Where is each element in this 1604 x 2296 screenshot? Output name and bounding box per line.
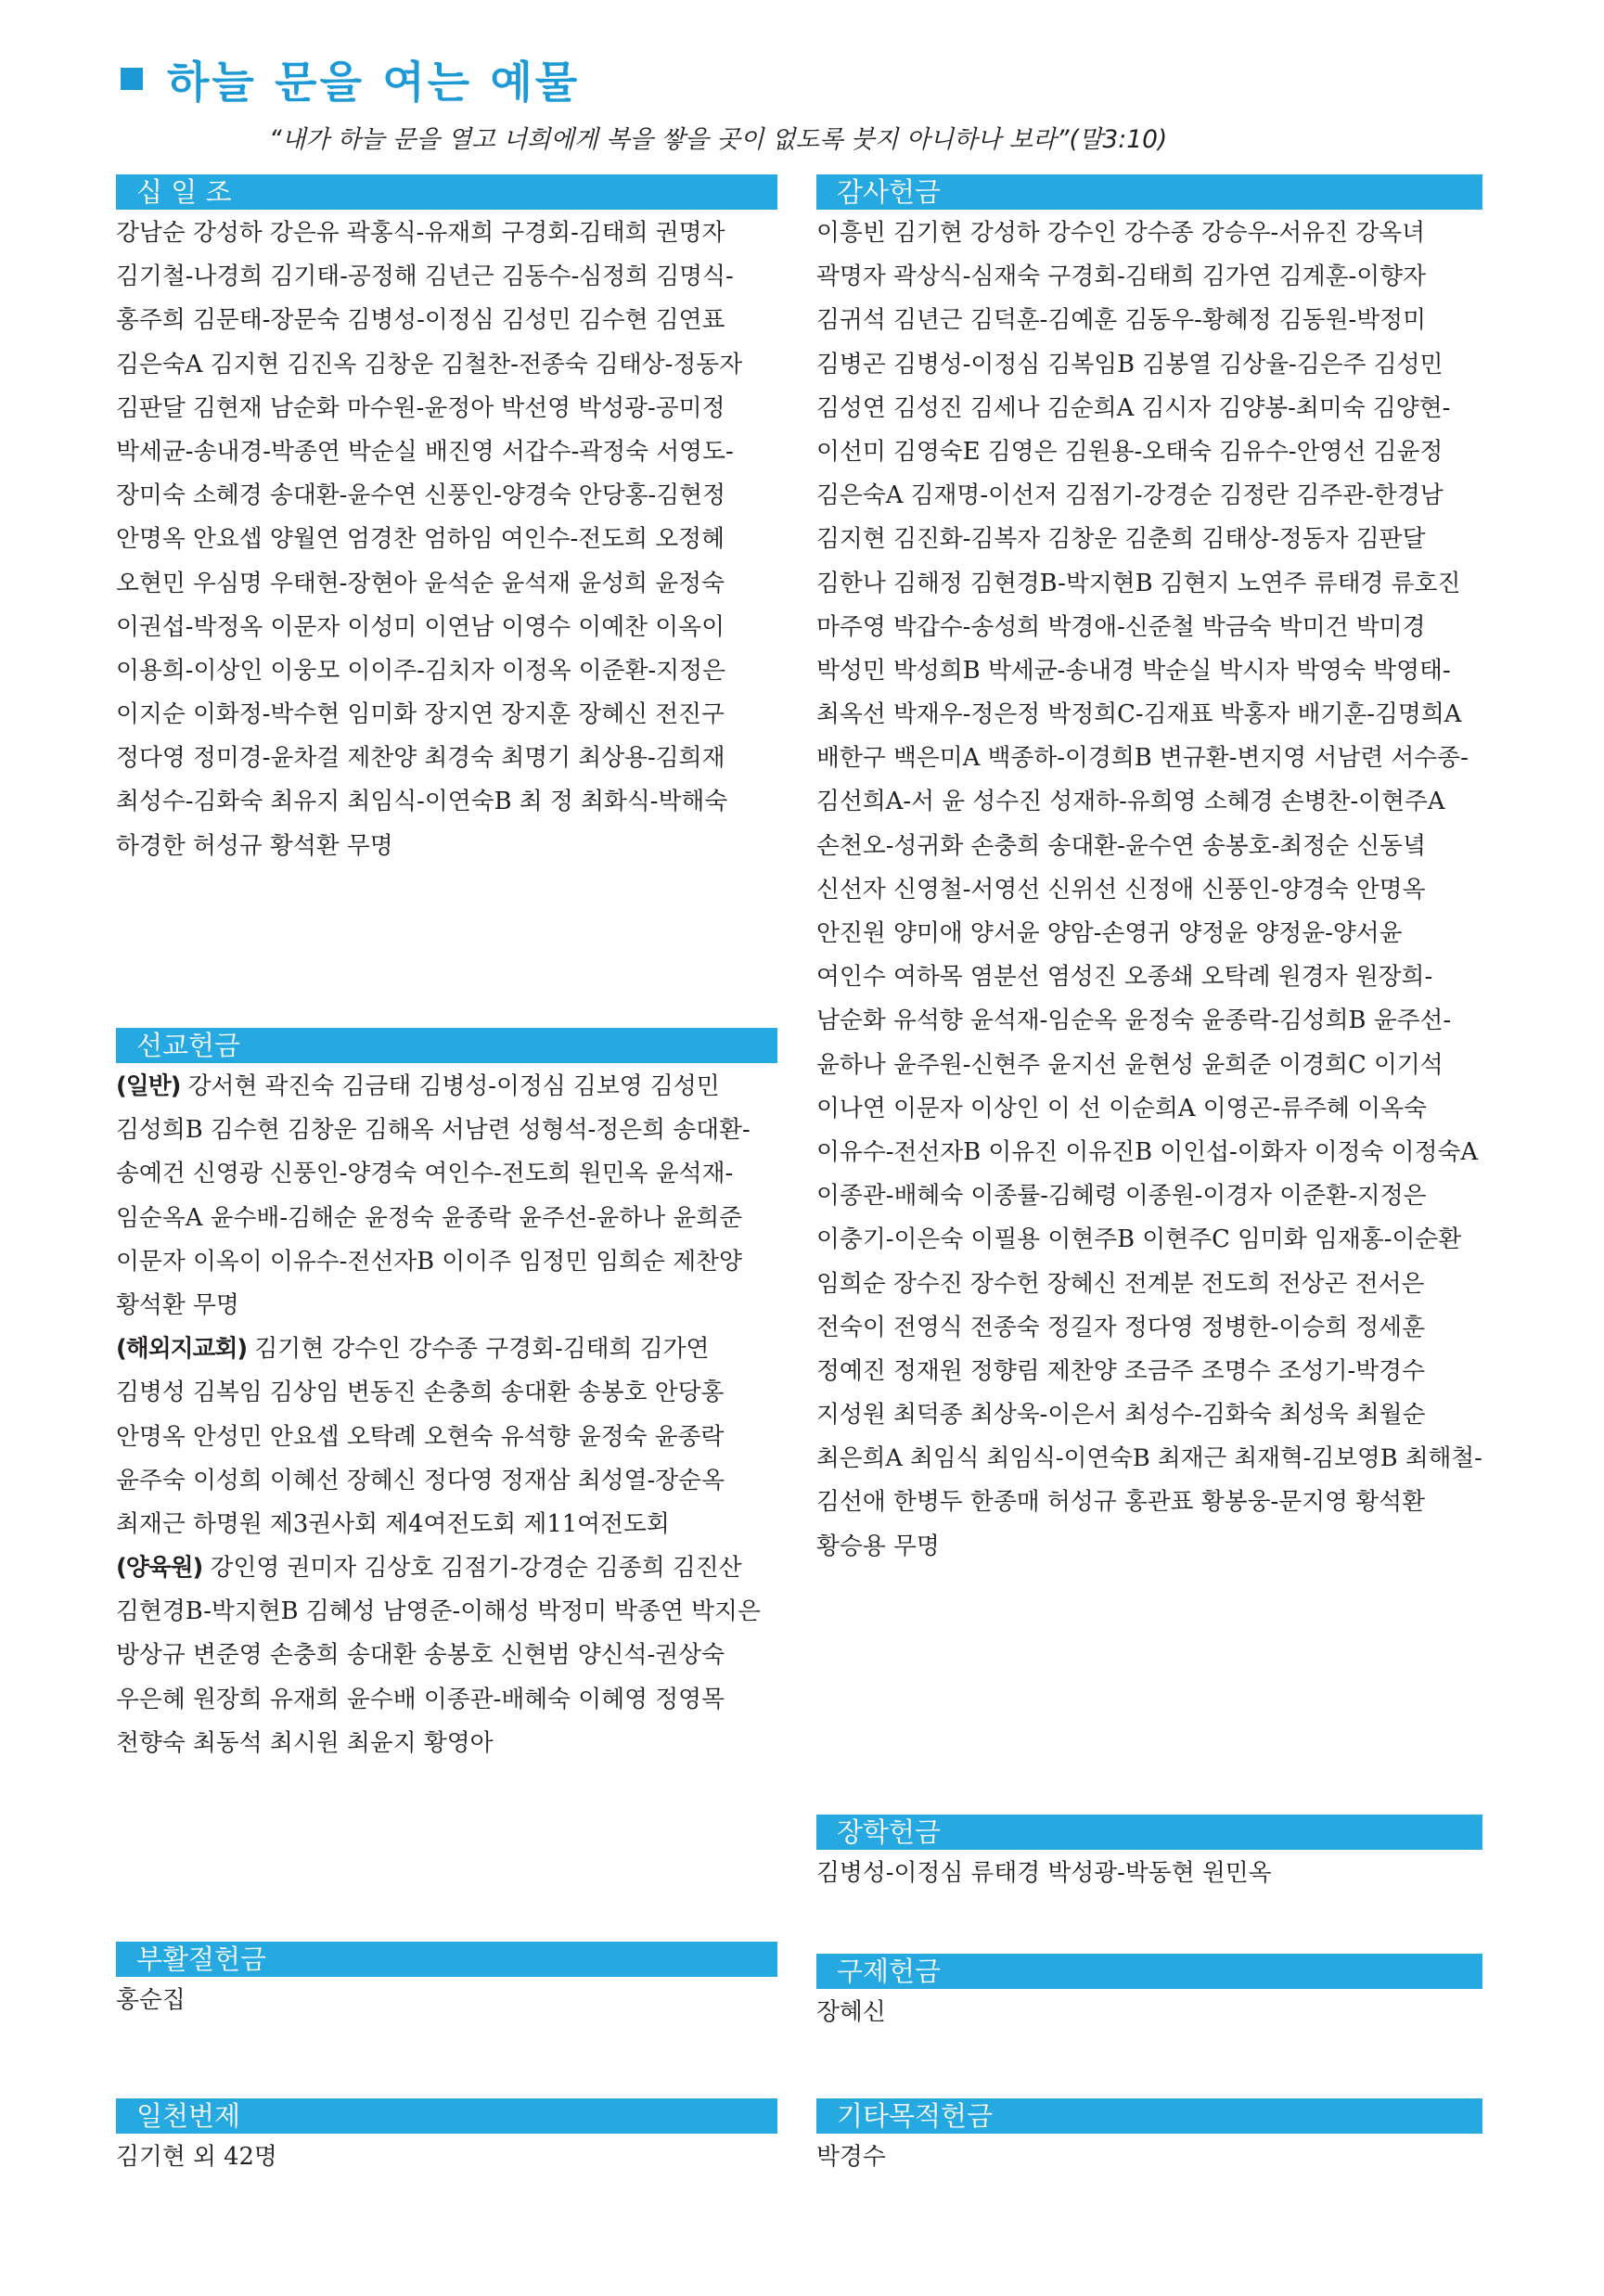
name-list-line: 김은숙A 김재명-이선저 김점기-강경순 김정란 김주관-한경남 (816, 481, 1444, 510)
name-list-line: 김현경B-박지현B 김혜성 남영준-이해성 박정미 박종연 박지은 (116, 1597, 761, 1626)
name-list-line: 김성연 김성진 김세나 김순희A 김시자 김양봉-최미숙 김양현- (816, 393, 1451, 422)
mission-tag: (일반) (116, 1072, 181, 1100)
section-header-mission (116, 1028, 777, 1063)
section-title: 일천번제 (136, 2100, 241, 2132)
section-title: 구제헌금 (837, 1956, 942, 1987)
name-list-line: 배한구 백은미A 백종하-이경희B 변규환-변지영 서남련 서수종- (816, 744, 1469, 773)
name-list-line: 장혜신 (816, 1998, 886, 2026)
section-easter (116, 1942, 777, 2022)
name-list-line: 김귀석 김년근 김덕훈-김예훈 김동우-황혜정 김동원-박정미 (816, 306, 1427, 335)
name-list-line: 박세균-송내경-박종연 박순실 배진영 서갑수-곽정숙 서영도- (116, 437, 734, 466)
name-list (816, 2134, 1482, 2179)
name-list-line: 황석환 무명 (116, 1290, 239, 1319)
name-list-line: 황승용 무명 (816, 1532, 940, 1560)
name-list-line: 안진원 양미애 양서윤 양암-손영귀 양정윤 양정윤-양서윤 (816, 919, 1403, 947)
name-list-line: 김한나 김해정 김현경B-박지현B 김현지 노연주 류태경 류호진 (816, 569, 1461, 597)
name-list-line: 박경수 (816, 2143, 886, 2171)
name-list (816, 1989, 1482, 2034)
name-list (816, 210, 1482, 1569)
name-list (116, 1371, 777, 1546)
name-list-line: 전숙이 전영식 전종숙 정길자 정다영 정병한-이승희 정세훈 (816, 1313, 1425, 1341)
name-list-line: 최옥선 박재우-정은정 박정희C-김재표 박홍자 배기훈-김명희A (816, 700, 1462, 729)
name-list-line: 이선미 김영숙E 김영은 김원용-오태숙 김유수-안영선 김윤정 (816, 437, 1444, 466)
title-square-icon (121, 68, 143, 90)
name-list-line: 김선희A-서 윤 성수진 성재하-유희영 소혜경 손병찬-이현주A (816, 788, 1445, 816)
section-tithe (116, 174, 777, 868)
name-list (116, 1590, 777, 1765)
mission-line-first (116, 1065, 777, 1109)
section-header-thanks (816, 174, 1482, 210)
name-list (116, 1977, 777, 2022)
name-list-line: 김병성-이정심 류태경 박성광-박동현 원민옥 (816, 1859, 1272, 1887)
name-list-line: 신선자 신영철-서영선 신위선 신정애 신풍인-양경숙 안명옥 (816, 875, 1426, 904)
name-list (816, 1850, 1482, 1895)
name-list-line: 김병곤 김병성-이정심 김복임B 김봉열 김상율-김은주 김성민 (816, 350, 1444, 378)
name-list-line: 윤주숙 이성희 이혜선 장혜신 정다영 정재삼 최성열-장순옥 (116, 1466, 725, 1494)
section-other-purpose (816, 2098, 1482, 2179)
name-list-line: 천향숙 최동석 최시원 최윤지 황영아 (116, 1728, 494, 1757)
mission-names: 강서현 곽진숙 김금태 김병성-이정심 김보영 김성민 (180, 1072, 720, 1100)
name-list-line: 정다영 정미경-윤차걸 제찬양 최경숙 최명기 최상용-김희재 (116, 744, 725, 773)
name-list-line: 손천오-성귀화 손충희 송대환-윤수연 송봉호-최정순 신동녘 (816, 831, 1427, 860)
name-list-line: 최성수-김화숙 최유지 최임식-이연숙B 최 정 최화식-박해숙 (116, 788, 728, 816)
name-list-line: 남순화 유석향 윤석재-임순옥 윤정숙 윤종락-김성희B 윤주선- (816, 1007, 1452, 1035)
mission-block-orphanage (116, 1546, 777, 1765)
name-list-line: 장미숙 소혜경 송대환-윤수연 신풍인-양경숙 안당홍-김현정 (116, 481, 726, 510)
name-list-line: 정예진 정재원 정향림 제찬양 조금주 조명수 조성기-박경수 (816, 1356, 1425, 1385)
mission-names: 강인영 권미자 김상호 김점기-강경순 김종희 김진산 (202, 1554, 742, 1583)
name-list-line: 우은혜 원장희 유재희 윤수배 이종관-배혜숙 이혜영 정영목 (116, 1685, 725, 1713)
section-title: 장학헌금 (837, 1816, 942, 1848)
name-list-line: 최재근 하명원 제3권사회 제4여전도회 제11여전도회 (116, 1509, 670, 1538)
name-list-line: 홍주희 김문태-장문숙 김병성-이정심 김성민 김수현 김연표 (116, 306, 725, 335)
section-header-other (816, 2098, 1482, 2134)
section-title: 부활절헌금 (136, 1943, 267, 1975)
name-list-line: 최은희A 최임식 최임식-이연숙B 최재근 최재혁-김보영B 최해철- (816, 1444, 1482, 1473)
name-list-line: 이문자 이옥이 이유수-전선자B 이이주 임정민 임희순 제찬양 (116, 1247, 742, 1276)
mission-line-first (116, 1546, 777, 1590)
section-header-relief (816, 1954, 1482, 1989)
name-list-line: 이종관-배혜숙 이종률-김혜령 이종원-이경자 이준환-지정은 (816, 1182, 1427, 1211)
section-relief (816, 1954, 1482, 2034)
section-title: 기타목적헌금 (837, 2100, 994, 2132)
section-header-scholarship (816, 1815, 1482, 1850)
name-list-line: 김병성 김복임 김상임 변동진 손충희 송대환 송봉호 안당홍 (116, 1379, 725, 1407)
mission-block-overseas (116, 1328, 777, 1546)
name-list-line: 여인수 여하목 염분선 염성진 오종쇄 오탁례 원경자 원장희- (816, 963, 1433, 992)
section-title: 감사헌금 (837, 176, 942, 208)
name-list-line: 곽명자 곽상식-심재숙 구경회-김태희 김가연 김계훈-이향자 (816, 263, 1427, 291)
name-list-line: 하경한 허성규 황석환 무명 (116, 831, 393, 860)
name-list (116, 210, 777, 868)
name-list-line: 이권섭-박정옥 이문자 이성미 이연남 이영수 이예찬 이옥이 (116, 612, 725, 641)
title-text: 하늘 문을 여는 예물 (167, 57, 581, 109)
section-thanks (816, 174, 1482, 1569)
name-list-line: 임희순 장수진 장수헌 장혜신 전계분 전도희 전상곤 전서은 (816, 1269, 1425, 1298)
mission-block-general (116, 1065, 777, 1328)
section-title: 선교헌금 (136, 1030, 241, 1061)
mission-tag: (양육원) (116, 1554, 203, 1583)
name-list-line: 김성희B 김수현 김창운 김해옥 서남련 성형석-정은희 송대환- (116, 1116, 751, 1145)
name-list-line: 홍순집 (116, 1986, 186, 2014)
section-header-tithe (116, 174, 777, 210)
name-list-line: 이용희-이상인 이웅모 이이주-김치자 이정옥 이준환-지정은 (116, 656, 726, 685)
name-list-line: 이흥빈 김기현 강성하 강수인 강수종 강승우-서유진 강옥녀 (816, 219, 1425, 247)
name-list-line: 임순옥A 윤수배-김해순 윤정숙 윤종락 윤주선-윤하나 윤희준 (116, 1203, 743, 1232)
section-mission (116, 1028, 777, 1765)
section-title: 십 일 조 (136, 176, 232, 208)
section-scholarship (816, 1815, 1482, 1895)
name-list-line: 오현민 우심명 우태현-장현아 윤석순 윤석재 윤성희 윤정숙 (116, 569, 725, 597)
section-header-easter (116, 1942, 777, 1977)
name-list-line: 김기현 외 42명 (116, 2143, 277, 2171)
mission-tag: (해외지교회) (116, 1335, 248, 1364)
name-list-line: 김기철-나경희 김기태-공정해 김년근 김동수-심정희 김명식- (116, 263, 734, 291)
name-list-line: 송예건 신영광 신풍인-양경숙 여인수-전도희 원민옥 윤석재- (116, 1160, 734, 1188)
bible-verse-subtitle: “내가 하늘 문을 열고 너희에게 복을 쌓을 곳이 없도록 붓지 아니하나 보라”(말3:10) (269, 125, 1168, 154)
mission-blocks (116, 1063, 777, 1765)
name-list (116, 2134, 777, 2179)
name-list-line: 방상규 변준영 손충희 송대환 송봉호 신현범 양신석-권상숙 (116, 1641, 725, 1670)
name-list-line: 윤하나 윤주원-신현주 윤지선 윤현성 윤희준 이경희C 이기석 (816, 1050, 1444, 1079)
name-list-line: 김판달 김현재 남순화 마수원-윤정아 박선영 박성광-공미정 (116, 393, 725, 422)
mission-line-first (116, 1328, 777, 1371)
name-list-line: 이지순 이화정-박수현 임미화 장지연 장지훈 장혜신 전진구 (116, 700, 725, 729)
name-list-line: 안명옥 안성민 안요셉 오탁례 오현숙 유석향 윤정숙 윤종락 (116, 1422, 725, 1451)
section-thousand-offering (116, 2098, 777, 2179)
name-list-line: 박성민 박성희B 박세균-송내경 박순실 박시자 박영숙 박영태- (816, 656, 1451, 685)
name-list-line: 김선애 한병두 한종매 허성규 홍관표 황봉웅-문지영 황석환 (816, 1488, 1425, 1517)
name-list-line: 김지현 김진화-김복자 김창운 김춘희 김태상-정동자 김판달 (816, 525, 1426, 554)
name-list-line: 강남순 강성하 강은유 곽홍식-유재희 구경회-김태희 권명자 (116, 219, 725, 247)
name-list-line: 김은숙A 김지현 김진옥 김창운 김철찬-전종숙 김태상-정동자 (116, 350, 743, 378)
name-list-line: 지성원 최덕종 최상욱-이은서 최성수-김화숙 최성욱 최월순 (816, 1401, 1426, 1430)
name-list-line: 안명옥 안요셉 양월연 엄경찬 엄하임 여인수-전도희 오정혜 (116, 525, 725, 554)
page-title (121, 51, 580, 107)
name-list-line: 이충기-이은숙 이필용 이현주B 이현주C 임미화 임재홍-이순환 (816, 1225, 1462, 1254)
name-list-line: 마주영 박갑수-송성희 박경애-신준철 박금숙 박미건 박미경 (816, 612, 1426, 641)
section-header-thousand (116, 2098, 777, 2134)
name-list-line: 이유수-전선자B 이유진 이유진B 이인섭-이화자 이정숙 이정숙A (816, 1137, 1479, 1166)
name-list-line: 이나연 이문자 이상인 이 선 이순희A 이영곤-류주혜 이옥숙 (816, 1094, 1427, 1122)
name-list (116, 1109, 777, 1328)
mission-names: 김기현 강수인 강수종 구경회-김태희 김가연 (247, 1335, 710, 1364)
